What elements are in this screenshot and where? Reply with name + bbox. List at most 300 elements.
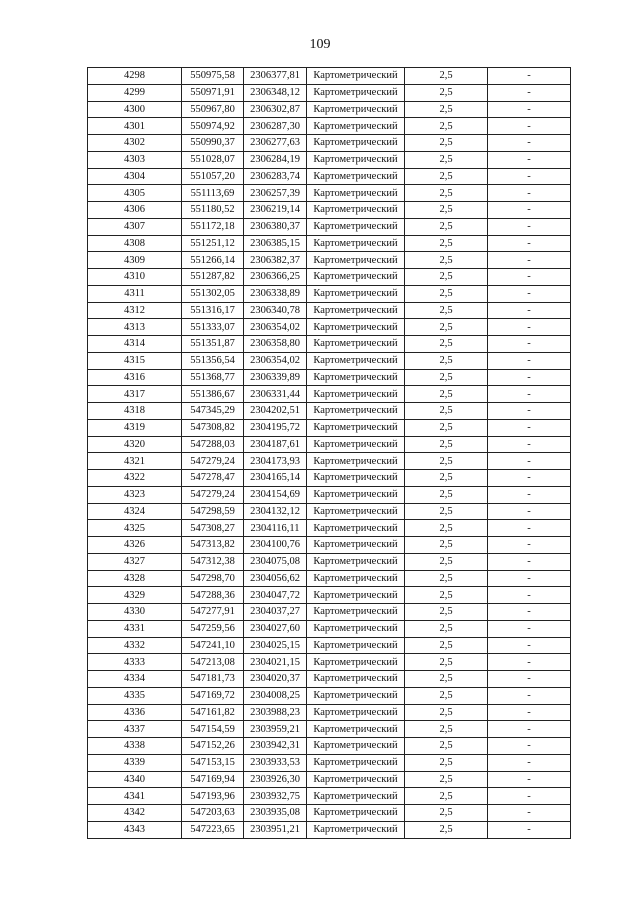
method-cell: Картометрический: [307, 620, 405, 637]
note-cell: -: [488, 269, 571, 286]
x-coordinate-cell: 551356,54: [182, 352, 244, 369]
x-coordinate-cell: 551351,87: [182, 336, 244, 353]
y-coordinate-cell: 2303935,08: [244, 805, 307, 822]
accuracy-cell: 2,5: [405, 386, 488, 403]
accuracy-cell: 2,5: [405, 168, 488, 185]
method-cell: Картометрический: [307, 218, 405, 235]
table-row: [88, 101, 571, 118]
y-coordinate-cell: 2304027,60: [244, 620, 307, 637]
table-row: [88, 386, 571, 403]
x-coordinate-cell: 547213,08: [182, 654, 244, 671]
note-cell: -: [488, 336, 571, 353]
note-cell: -: [488, 352, 571, 369]
y-coordinate-cell: 2306354,02: [244, 319, 307, 336]
method-cell: Картометрический: [307, 738, 405, 755]
y-coordinate-cell: 2306277,63: [244, 135, 307, 152]
x-coordinate-cell: 547169,72: [182, 687, 244, 704]
method-cell: Картометрический: [307, 285, 405, 302]
y-coordinate-cell: 2304020,37: [244, 671, 307, 688]
method-cell: Картометрический: [307, 604, 405, 621]
x-coordinate-cell: 547153,15: [182, 754, 244, 771]
x-coordinate-cell: 547308,82: [182, 419, 244, 436]
y-coordinate-cell: 2306331,44: [244, 386, 307, 403]
point-number-cell: 4330: [88, 604, 182, 621]
table-row: [88, 654, 571, 671]
table-row: [88, 570, 571, 587]
table-row: [88, 671, 571, 688]
table-row: [88, 587, 571, 604]
y-coordinate-cell: 2306257,39: [244, 185, 307, 202]
y-coordinate-cell: 2304187,61: [244, 436, 307, 453]
table-row: [88, 721, 571, 738]
note-cell: -: [488, 654, 571, 671]
y-coordinate-cell: 2304165,14: [244, 470, 307, 487]
table-row: [88, 470, 571, 487]
x-coordinate-cell: 551251,12: [182, 235, 244, 252]
x-coordinate-cell: 547193,96: [182, 788, 244, 805]
x-coordinate-cell: 547169,94: [182, 771, 244, 788]
point-number-cell: 4343: [88, 821, 182, 838]
x-coordinate-cell: 551113,69: [182, 185, 244, 202]
table-row: [88, 352, 571, 369]
accuracy-cell: 2,5: [405, 302, 488, 319]
note-cell: -: [488, 202, 571, 219]
note-cell: -: [488, 84, 571, 101]
point-number-cell: 4334: [88, 671, 182, 688]
point-number-cell: 4340: [88, 771, 182, 788]
note-cell: -: [488, 403, 571, 420]
point-number-cell: 4309: [88, 252, 182, 269]
point-number-cell: 4338: [88, 738, 182, 755]
x-coordinate-cell: 550967,80: [182, 101, 244, 118]
accuracy-cell: 2,5: [405, 654, 488, 671]
method-cell: Картометрический: [307, 570, 405, 587]
x-coordinate-cell: 547161,82: [182, 704, 244, 721]
point-number-cell: 4304: [88, 168, 182, 185]
accuracy-cell: 2,5: [405, 269, 488, 286]
table-row: [88, 436, 571, 453]
x-coordinate-cell: 551386,67: [182, 386, 244, 403]
method-cell: Картометрический: [307, 704, 405, 721]
accuracy-cell: 2,5: [405, 118, 488, 135]
note-cell: -: [488, 553, 571, 570]
x-coordinate-cell: 551333,07: [182, 319, 244, 336]
note-cell: -: [488, 101, 571, 118]
y-coordinate-cell: 2306339,89: [244, 369, 307, 386]
method-cell: Картометрический: [307, 671, 405, 688]
y-coordinate-cell: 2304056,62: [244, 570, 307, 587]
point-number-cell: 4313: [88, 319, 182, 336]
method-cell: Картометрический: [307, 403, 405, 420]
table-row: [88, 235, 571, 252]
note-cell: -: [488, 620, 571, 637]
point-number-cell: 4337: [88, 721, 182, 738]
coordinates-table-body: [88, 68, 571, 839]
accuracy-cell: 2,5: [405, 68, 488, 85]
y-coordinate-cell: 2304075,08: [244, 553, 307, 570]
point-number-cell: 4320: [88, 436, 182, 453]
note-cell: -: [488, 118, 571, 135]
y-coordinate-cell: 2306377,81: [244, 68, 307, 85]
x-coordinate-cell: 550971,91: [182, 84, 244, 101]
method-cell: Картометрический: [307, 453, 405, 470]
table-row: [88, 738, 571, 755]
accuracy-cell: 2,5: [405, 369, 488, 386]
y-coordinate-cell: 2303951,21: [244, 821, 307, 838]
method-cell: Картометрический: [307, 68, 405, 85]
note-cell: -: [488, 537, 571, 554]
accuracy-cell: 2,5: [405, 84, 488, 101]
x-coordinate-cell: 550990,37: [182, 135, 244, 152]
table-row: [88, 218, 571, 235]
table-row: [88, 135, 571, 152]
table-row: [88, 419, 571, 436]
point-number-cell: 4327: [88, 553, 182, 570]
accuracy-cell: 2,5: [405, 520, 488, 537]
x-coordinate-cell: 547308,27: [182, 520, 244, 537]
y-coordinate-cell: 2306219,14: [244, 202, 307, 219]
y-coordinate-cell: 2306354,02: [244, 352, 307, 369]
accuracy-cell: 2,5: [405, 319, 488, 336]
y-coordinate-cell: 2306284,19: [244, 151, 307, 168]
accuracy-cell: 2,5: [405, 352, 488, 369]
table-row: [88, 821, 571, 838]
point-number-cell: 4319: [88, 419, 182, 436]
method-cell: Картометрический: [307, 419, 405, 436]
x-coordinate-cell: 547278,47: [182, 470, 244, 487]
table-row: [88, 604, 571, 621]
note-cell: -: [488, 821, 571, 838]
note-cell: -: [488, 570, 571, 587]
accuracy-cell: 2,5: [405, 101, 488, 118]
point-number-cell: 4311: [88, 285, 182, 302]
method-cell: Картометрический: [307, 687, 405, 704]
method-cell: Картометрический: [307, 269, 405, 286]
accuracy-cell: 2,5: [405, 604, 488, 621]
accuracy-cell: 2,5: [405, 403, 488, 420]
y-coordinate-cell: 2303959,21: [244, 721, 307, 738]
accuracy-cell: 2,5: [405, 738, 488, 755]
point-number-cell: 4322: [88, 470, 182, 487]
accuracy-cell: 2,5: [405, 285, 488, 302]
table-row: [88, 285, 571, 302]
x-coordinate-cell: 547223,65: [182, 821, 244, 838]
point-number-cell: 4316: [88, 369, 182, 386]
method-cell: Картометрический: [307, 754, 405, 771]
y-coordinate-cell: 2303988,23: [244, 704, 307, 721]
method-cell: Картометрический: [307, 235, 405, 252]
table-row: [88, 637, 571, 654]
table-row: [88, 553, 571, 570]
table-row: [88, 788, 571, 805]
accuracy-cell: 2,5: [405, 436, 488, 453]
y-coordinate-cell: 2306366,25: [244, 269, 307, 286]
method-cell: Картометрический: [307, 118, 405, 135]
note-cell: -: [488, 604, 571, 621]
point-number-cell: 4341: [88, 788, 182, 805]
point-number-cell: 4318: [88, 403, 182, 420]
table-row: [88, 302, 571, 319]
accuracy-cell: 2,5: [405, 805, 488, 822]
point-number-cell: 4312: [88, 302, 182, 319]
y-coordinate-cell: 2306338,89: [244, 285, 307, 302]
method-cell: Картометрический: [307, 486, 405, 503]
method-cell: Картометрический: [307, 637, 405, 654]
y-coordinate-cell: 2306385,15: [244, 235, 307, 252]
method-cell: Картометрический: [307, 369, 405, 386]
point-number-cell: 4298: [88, 68, 182, 85]
x-coordinate-cell: 547313,82: [182, 537, 244, 554]
y-coordinate-cell: 2306302,87: [244, 101, 307, 118]
y-coordinate-cell: 2304116,11: [244, 520, 307, 537]
x-coordinate-cell: 547277,91: [182, 604, 244, 621]
note-cell: -: [488, 369, 571, 386]
method-cell: Картометрический: [307, 821, 405, 838]
y-coordinate-cell: 2304154,69: [244, 486, 307, 503]
y-coordinate-cell: 2306340,78: [244, 302, 307, 319]
note-cell: -: [488, 754, 571, 771]
point-number-cell: 4299: [88, 84, 182, 101]
accuracy-cell: 2,5: [405, 252, 488, 269]
x-coordinate-cell: 547312,38: [182, 553, 244, 570]
y-coordinate-cell: 2304100,76: [244, 537, 307, 554]
table-row: [88, 403, 571, 420]
note-cell: -: [488, 302, 571, 319]
method-cell: Картометрический: [307, 503, 405, 520]
note-cell: -: [488, 771, 571, 788]
method-cell: Картометрический: [307, 84, 405, 101]
point-number-cell: 4339: [88, 754, 182, 771]
point-number-cell: 4325: [88, 520, 182, 537]
accuracy-cell: 2,5: [405, 754, 488, 771]
note-cell: -: [488, 704, 571, 721]
method-cell: Картометрический: [307, 101, 405, 118]
x-coordinate-cell: 547241,10: [182, 637, 244, 654]
accuracy-cell: 2,5: [405, 620, 488, 637]
note-cell: -: [488, 470, 571, 487]
y-coordinate-cell: 2306358,80: [244, 336, 307, 353]
x-coordinate-cell: 547298,70: [182, 570, 244, 587]
x-coordinate-cell: 551368,77: [182, 369, 244, 386]
point-number-cell: 4321: [88, 453, 182, 470]
method-cell: Картометрический: [307, 520, 405, 537]
x-coordinate-cell: 547288,03: [182, 436, 244, 453]
note-cell: -: [488, 453, 571, 470]
method-cell: Картометрический: [307, 185, 405, 202]
note-cell: -: [488, 805, 571, 822]
table-row: [88, 118, 571, 135]
accuracy-cell: 2,5: [405, 135, 488, 152]
point-number-cell: 4326: [88, 537, 182, 554]
x-coordinate-cell: 551287,82: [182, 269, 244, 286]
point-number-cell: 4342: [88, 805, 182, 822]
point-number-cell: 4305: [88, 185, 182, 202]
y-coordinate-cell: 2306287,30: [244, 118, 307, 135]
y-coordinate-cell: 2304047,72: [244, 587, 307, 604]
accuracy-cell: 2,5: [405, 453, 488, 470]
method-cell: Картометрический: [307, 302, 405, 319]
table-row: [88, 369, 571, 386]
x-coordinate-cell: 547279,24: [182, 453, 244, 470]
note-cell: -: [488, 671, 571, 688]
point-number-cell: 4335: [88, 687, 182, 704]
y-coordinate-cell: 2304025,15: [244, 637, 307, 654]
page-number: 109: [309, 37, 331, 52]
point-number-cell: 4314: [88, 336, 182, 353]
accuracy-cell: 2,5: [405, 570, 488, 587]
note-cell: -: [488, 738, 571, 755]
point-number-cell: 4301: [88, 118, 182, 135]
y-coordinate-cell: 2304195,72: [244, 419, 307, 436]
x-coordinate-cell: 551180,52: [182, 202, 244, 219]
table-row: [88, 151, 571, 168]
y-coordinate-cell: 2306283,74: [244, 168, 307, 185]
y-coordinate-cell: 2304037,27: [244, 604, 307, 621]
point-number-cell: 4324: [88, 503, 182, 520]
point-number-cell: 4303: [88, 151, 182, 168]
note-cell: -: [488, 587, 571, 604]
y-coordinate-cell: 2303942,31: [244, 738, 307, 755]
x-coordinate-cell: 550975,58: [182, 68, 244, 85]
y-coordinate-cell: 2304202,51: [244, 403, 307, 420]
table-row: [88, 185, 571, 202]
method-cell: Картометрический: [307, 470, 405, 487]
y-coordinate-cell: 2304173,93: [244, 453, 307, 470]
table-row: [88, 336, 571, 353]
y-coordinate-cell: 2303933,53: [244, 754, 307, 771]
table-row: [88, 620, 571, 637]
table-row: [88, 687, 571, 704]
y-coordinate-cell: 2303926,30: [244, 771, 307, 788]
point-number-cell: 4328: [88, 570, 182, 587]
accuracy-cell: 2,5: [405, 202, 488, 219]
accuracy-cell: 2,5: [405, 537, 488, 554]
point-number-cell: 4306: [88, 202, 182, 219]
x-coordinate-cell: 547259,56: [182, 620, 244, 637]
table-row: [88, 537, 571, 554]
point-number-cell: 4329: [88, 587, 182, 604]
method-cell: Картометрический: [307, 771, 405, 788]
note-cell: -: [488, 135, 571, 152]
x-coordinate-cell: 551028,07: [182, 151, 244, 168]
table-row: [88, 520, 571, 537]
y-coordinate-cell: 2306380,37: [244, 218, 307, 235]
x-coordinate-cell: 551057,20: [182, 168, 244, 185]
table-row: [88, 486, 571, 503]
note-cell: -: [488, 386, 571, 403]
method-cell: Картометрический: [307, 202, 405, 219]
table-row: [88, 503, 571, 520]
note-cell: -: [488, 151, 571, 168]
method-cell: Картометрический: [307, 135, 405, 152]
accuracy-cell: 2,5: [405, 671, 488, 688]
point-number-cell: 4323: [88, 486, 182, 503]
x-coordinate-cell: 547203,63: [182, 805, 244, 822]
point-number-cell: 4300: [88, 101, 182, 118]
accuracy-cell: 2,5: [405, 419, 488, 436]
method-cell: Картометрический: [307, 788, 405, 805]
table-row: [88, 68, 571, 85]
note-cell: -: [488, 486, 571, 503]
method-cell: Картометрический: [307, 252, 405, 269]
x-coordinate-cell: 547298,59: [182, 503, 244, 520]
note-cell: -: [488, 168, 571, 185]
table-row: [88, 453, 571, 470]
accuracy-cell: 2,5: [405, 771, 488, 788]
point-number-cell: 4310: [88, 269, 182, 286]
point-number-cell: 4315: [88, 352, 182, 369]
accuracy-cell: 2,5: [405, 336, 488, 353]
accuracy-cell: 2,5: [405, 587, 488, 604]
accuracy-cell: 2,5: [405, 218, 488, 235]
note-cell: -: [488, 252, 571, 269]
note-cell: -: [488, 436, 571, 453]
accuracy-cell: 2,5: [405, 470, 488, 487]
method-cell: Картометрический: [307, 537, 405, 554]
y-coordinate-cell: 2306382,37: [244, 252, 307, 269]
note-cell: -: [488, 319, 571, 336]
x-coordinate-cell: 551172,18: [182, 218, 244, 235]
table-row: [88, 771, 571, 788]
point-number-cell: 4331: [88, 620, 182, 637]
note-cell: -: [488, 68, 571, 85]
point-number-cell: 4332: [88, 637, 182, 654]
table-row: [88, 319, 571, 336]
y-coordinate-cell: 2306348,12: [244, 84, 307, 101]
method-cell: Картометрический: [307, 319, 405, 336]
coordinates-table: [87, 67, 571, 839]
method-cell: Картометрический: [307, 436, 405, 453]
note-cell: -: [488, 218, 571, 235]
table-row: [88, 704, 571, 721]
x-coordinate-cell: 547279,24: [182, 486, 244, 503]
table-row: [88, 84, 571, 101]
table-row: [88, 252, 571, 269]
y-coordinate-cell: 2304021,15: [244, 654, 307, 671]
x-coordinate-cell: 547288,36: [182, 587, 244, 604]
method-cell: Картометрический: [307, 721, 405, 738]
accuracy-cell: 2,5: [405, 185, 488, 202]
table-row: [88, 168, 571, 185]
note-cell: -: [488, 285, 571, 302]
y-coordinate-cell: 2303932,75: [244, 788, 307, 805]
point-number-cell: 4308: [88, 235, 182, 252]
table-row: [88, 269, 571, 286]
point-number-cell: 4333: [88, 654, 182, 671]
accuracy-cell: 2,5: [405, 151, 488, 168]
method-cell: Картометрический: [307, 553, 405, 570]
note-cell: -: [488, 185, 571, 202]
note-cell: -: [488, 503, 571, 520]
x-coordinate-cell: 547152,26: [182, 738, 244, 755]
method-cell: Картометрический: [307, 151, 405, 168]
method-cell: Картометрический: [307, 168, 405, 185]
method-cell: Картометрический: [307, 352, 405, 369]
y-coordinate-cell: 2304008,25: [244, 687, 307, 704]
note-cell: -: [488, 637, 571, 654]
method-cell: Картометрический: [307, 805, 405, 822]
point-number-cell: 4302: [88, 135, 182, 152]
table-row: [88, 754, 571, 771]
note-cell: -: [488, 721, 571, 738]
x-coordinate-cell: 551316,17: [182, 302, 244, 319]
accuracy-cell: 2,5: [405, 553, 488, 570]
x-coordinate-cell: 547181,73: [182, 671, 244, 688]
method-cell: Картометрический: [307, 386, 405, 403]
x-coordinate-cell: 547154,59: [182, 721, 244, 738]
accuracy-cell: 2,5: [405, 637, 488, 654]
accuracy-cell: 2,5: [405, 486, 488, 503]
